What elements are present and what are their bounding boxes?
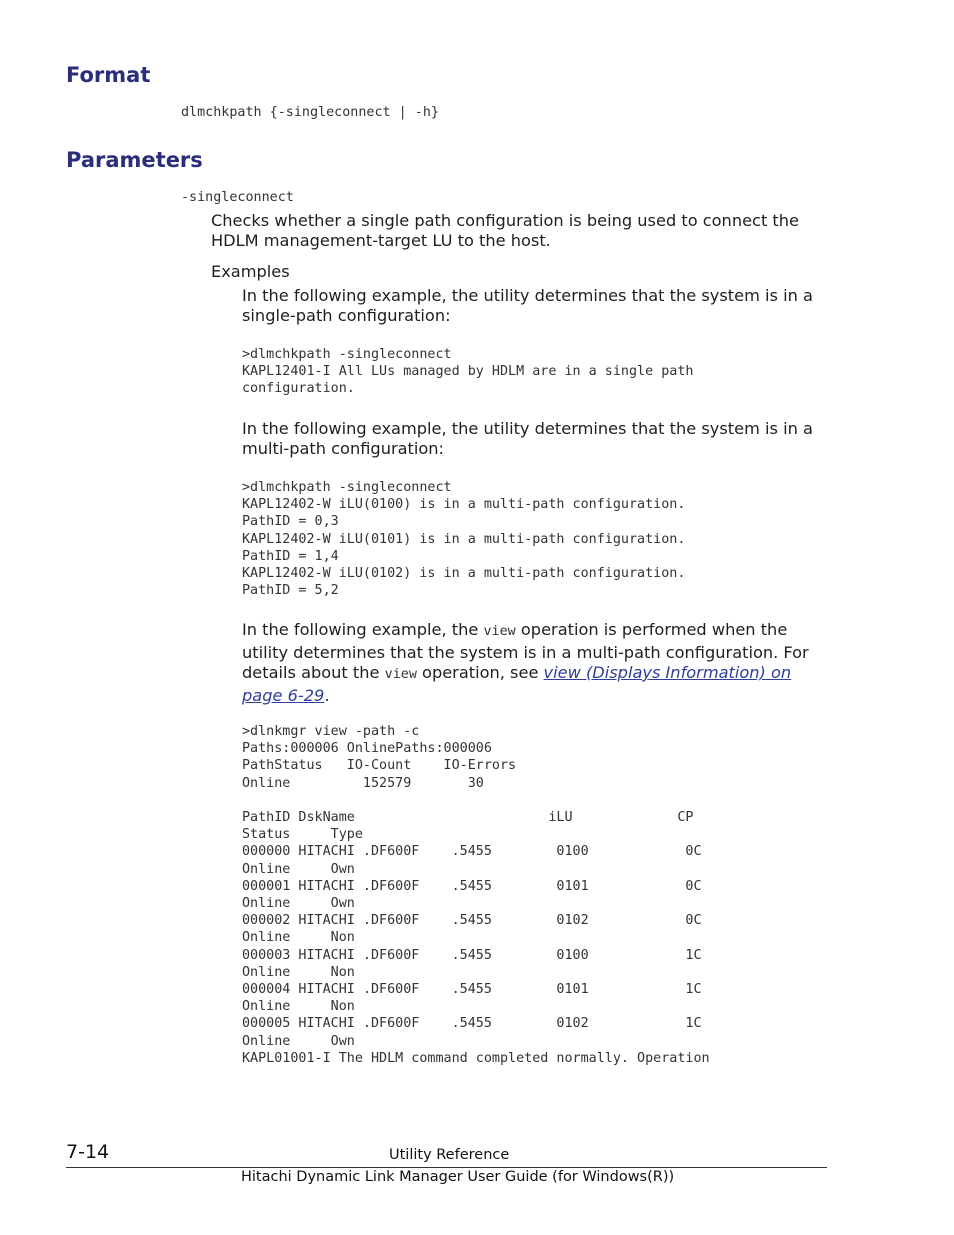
format-heading: Format [66, 63, 151, 87]
parameter-description: Checks whether a single path configuration is being used to connect the HDLM management-target LU to the host. [211, 211, 799, 250]
example2-code: >dlmchkpath -singleconnect KAPL12402-W iLU(0100) is in a multi-path configuration. PathID = 0,3 KAPL12402-W iLU(0101) is in a multi-path configuration. PathID = 1,4 KAPL12402-W iLU(0102) is in a multi-path configuration. PathID = 5,2 [242, 480, 686, 599]
page-number: 7-14 [66, 1141, 110, 1163]
parameters-heading: Parameters [66, 148, 203, 172]
footer-rule [66, 1167, 827, 1168]
view-reference-link[interactable]: view (Displays Information) on page 6-29 [242, 663, 792, 705]
examples-label: Examples [211, 262, 290, 281]
footer-book-title: Hitachi Dynamic Link Manager User Guide (for Windows(R)) [241, 1169, 675, 1185]
inline-code-view: view [384, 667, 417, 682]
footer-section: Utility Reference [389, 1147, 510, 1163]
inline-code-view: view [483, 624, 516, 639]
example2-intro: In the following example, the utility determines that the system is in a multi-path configuration: [242, 419, 813, 458]
example3-intro: In the following example, the view operation is performed when the utility determines that the system is in a multi-path configuration. For details about the view operation, see view (Displays Information) on page 6-29. [242, 620, 809, 705]
example1-code: >dlmchkpath -singleconnect KAPL12401-I All LUs managed by HDLM are in a single path configuration. [242, 347, 694, 397]
example1-intro: In the following example, the utility determines that the system is in a single-path configuration: [242, 286, 813, 325]
example3-code: >dlnkmgr view -path -c Paths:000006 OnlinePaths:000006 PathStatus IO-Count IO-Errors Online 152579 30 PathID DskName iLU CP Status Type 000000 HITACHI .DF600F .5455 0100 0C Online Own 000001 HITACHI .DF600F .5455 0101 0C Online Own 000002 HITACHI .DF600F .5455 0102 0C Online Non 000003 HITACHI .DF600F .5455 0100 1C Online Non 000004 HITACHI .DF600F .5455 0101 1C Online Non 000005 HITACHI .DF600F .5455 0102 1C Online Own KAPL01001-I The HDLM command completed normally. Operation [242, 724, 710, 1066]
parameter-option: -singleconnect [181, 190, 294, 205]
format-syntax: dlmchkpath {-singleconnect | -h} [181, 105, 439, 120]
